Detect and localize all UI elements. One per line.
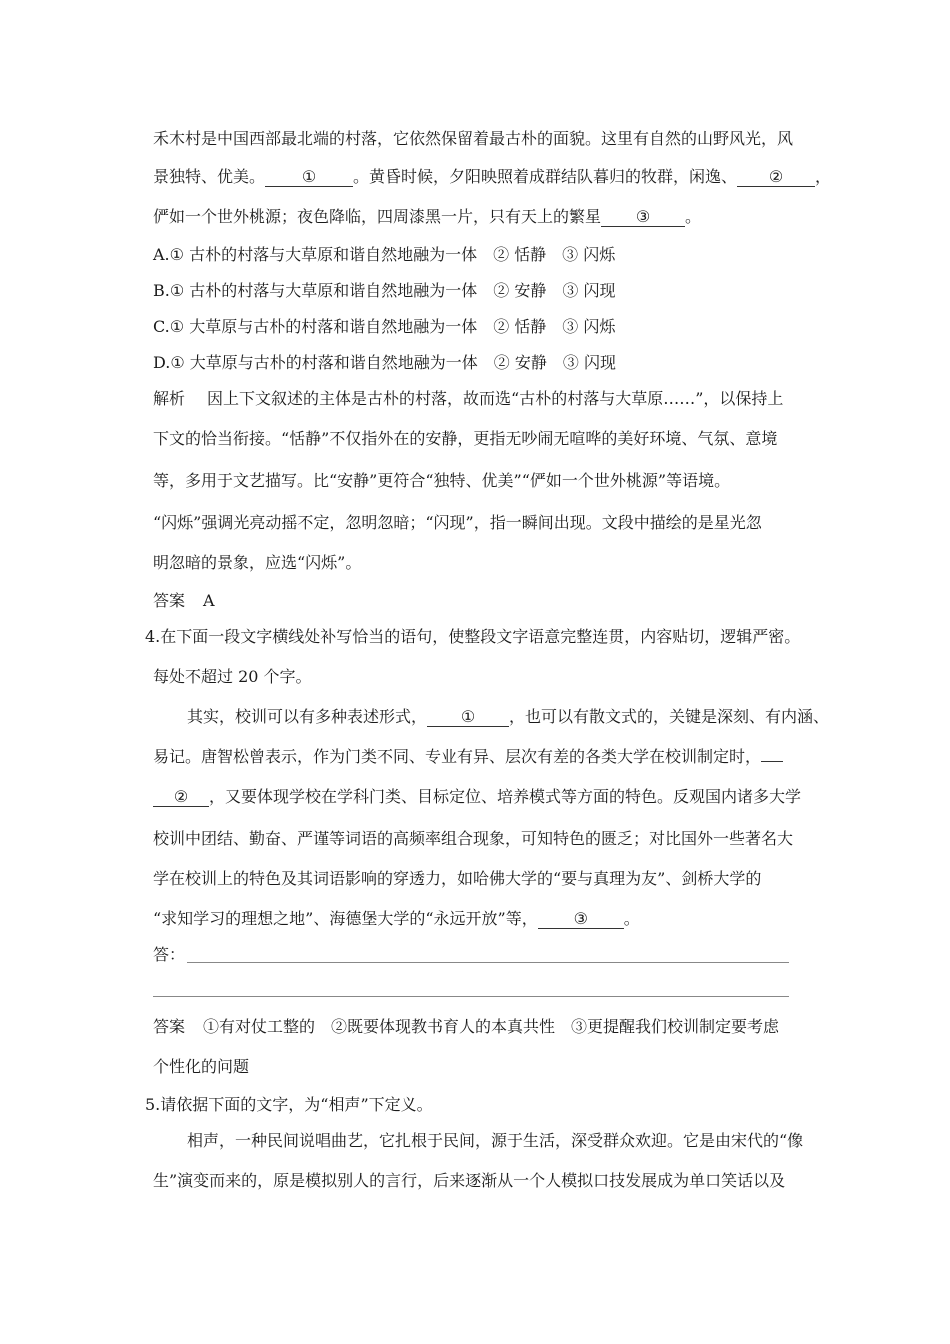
q4-passage-text: “求知学习的理想之地”、海德堡大学的“永远开放”等， [153,909,538,928]
q3-blank-3: ③ [601,208,685,227]
q3-passage-line-3 [153,206,701,228]
q4-passage-line-5: 学在校训上的特色及其词语影响的穿透力，如哈佛大学的“要与真理为友”、剑桥大学的 [153,869,762,888]
q4-passage-line-6 [153,908,640,930]
q3-blank-1: ① [265,168,353,187]
q3-passage-text: 。 [685,207,702,226]
q3-passage-text: 景独特、优美。 [153,167,266,186]
q4-stem-line-2: 每处不超过 20 个字。 [153,667,312,686]
q4-passage-text: ，又要体现学校在学科门类、目标定位、培养模式等方面的特色。反观国内诸多大学 [209,787,802,806]
q3-passage-line-1: 禾木村是中国西部最北端的村落，它依然保留着最古朴的面貌。这里有自然的山野风光，风 [153,129,794,148]
q3-analysis-line-2: 下文的恰当衔接。“恬静”不仅指外在的安静，更指无吵闹无喧哗的美好环境、气氛、意境 [153,429,778,448]
q3-option-b: B.① 古朴的村落与大草原和谐自然地融为一体 ② 安静 ③ 闪现 [153,281,616,300]
q3-analysis-line-5: 明忽暗的景象，应选“闪烁”。 [153,553,362,572]
q3-passage-text: ， [815,167,832,186]
q4-passage-line-4: 校训中团结、勤奋、严谨等词语的高频率组合现象，可知特色的匮乏；对比国外一些著名大 [153,829,794,848]
q3-analysis-line-1 [153,388,783,410]
answer-label: 答案 [153,591,186,610]
q4-stem-line-1: 4.在下面一段文字横线处补写恰当的语句，使整段文字语意完整连贯，内容贴切，逻辑严密。 [145,627,801,646]
answer-text: ①有对仗工整的 ②既要体现教书育人的本真共性 ③更提醒我们校训制定要考虑 [203,1017,780,1036]
q3-analysis-line-4: “闪烁”强调光亮动摇不定，忽明忽暗；“闪现”，指一瞬间出现。文段中描绘的是星光忽 [153,513,762,532]
q4-passage-text: 其实，校训可以有多种表述形式， [187,707,428,726]
analysis-label: 解析 [153,389,186,408]
q4-passage-line-1 [187,706,829,728]
q4-passage-line-3 [153,786,801,808]
q4-answer-line-2: 个性化的问题 [153,1057,250,1076]
answer-rule-1 [187,962,789,963]
q4-blank-3: ③ [538,910,624,929]
analysis-text: 因上下文叙述的主体是古朴的村落，故而选“古朴的村落与大草原……”，以保持上 [207,389,784,408]
q3-passage-line-2 [153,166,831,188]
answer-rule-2 [153,996,789,997]
q3-blank-2: ② [737,168,815,187]
q4-passage-text: ，也可以有散文式的，关键是深刻、有内涵、 [509,707,830,726]
answer-label: 答案 [153,1017,186,1036]
answer-value: A [203,591,215,610]
q4-passage-line-2 [153,746,783,768]
q4-blank-2-start [761,761,783,762]
q3-answer [153,590,215,612]
q3-passage-text: 俨如一个世外桃源；夜色降临，四周漆黑一片，只有天上的繁星 [153,207,602,226]
q3-passage-text: 。黄昏时候，夕阳映照着成群结队暮归的牧群，闲逸、 [353,167,738,186]
q5-passage-line-2: 生”演变而来的，原是模拟别人的言行，后来逐渐从一个人模拟口技发展成为单口笑话以及 [153,1171,786,1190]
q4-passage-text: 易记。唐智松曾表示，作为门类不同、专业有异、层次有差的各类大学在校训制定时， [153,747,762,766]
q3-option-c: C.① 大草原与古朴的村落和谐自然地融为一体 ② 恬静 ③ 闪烁 [153,317,616,336]
q3-option-d: D.① 大草原与古朴的村落和谐自然地融为一体 ② 安静 ③ 闪现 [153,353,616,372]
q4-answer-prompt: 答： [153,945,186,964]
q5-stem: 5.请依据下面的文字，为“相声”下定义。 [145,1095,433,1114]
q4-blank-2: ② [153,788,209,807]
q3-analysis-line-3: 等，多用于文艺描写。比“安静”更符合“独特、优美”“俨如一个世外桃源”等语境。 [153,471,731,490]
q4-answer-line-1 [153,1016,779,1038]
q4-passage-text: 。 [623,909,640,928]
q5-passage-line-1: 相声，一种民间说唱曲艺，它扎根于民间，源于生活，深受群众欢迎。它是由宋代的“像 [187,1131,804,1150]
q3-option-a: A.① 古朴的村落与大草原和谐自然地融为一体 ② 恬静 ③ 闪烁 [153,245,616,264]
q4-blank-1: ① [427,708,509,727]
